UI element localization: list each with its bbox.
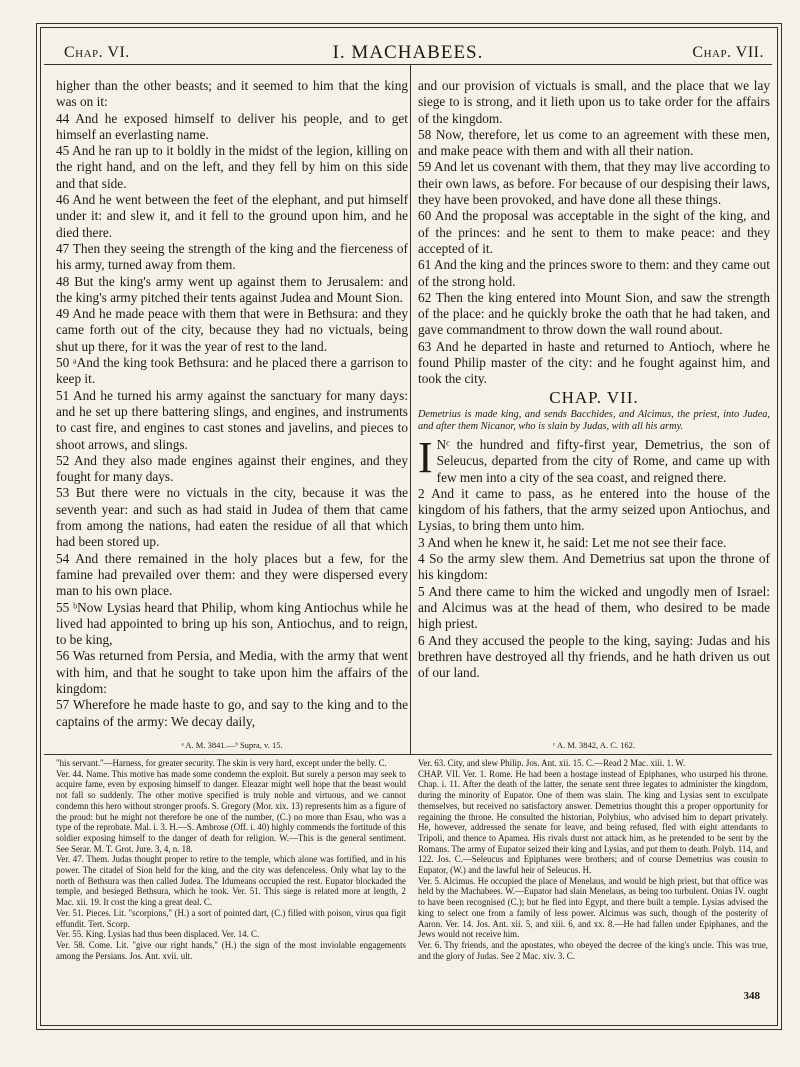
verse: 60 And the proposal was acceptable in the sight of the king, and of the princes: and he sent to them to make peace: and they accepted of it. (418, 208, 770, 256)
commentary-note: CHAP. VII. Ver. 1. Rome. He had been a hostage instead of Epiphanes, who usurped his throne. Chap. i. 11. After the death of the latter, the senate sent three legates to administer the kingdom, during the minority of Eupator. One of them was slain. The king and Lysias sent to exculpate themselves, but received no satisfactory answer. Demetrius thought this a proper opportunity for regaining the throne. He consulted the historian, Polybius, who advised him to depart privately. He, however, addressed the senate for leave, and being refused, fled with eight attendants to Tripoli, and thence to Apamea. His rivals durst not attack him, as he pretended to be sent by the Romans. The army of Eupator seized their king and Lysias, and put them to death. Polyb. 114, and 122. Jos. C.—Seleucus and Epiphanes were brothers; and of course Demetrius was cousin to Eupator, (W.) and the lawful heir of Seleucus. H. (418, 768, 768, 876)
page-number: 348 (743, 990, 760, 1002)
verse: 2 And it came to pass, as he entered into the house of the kingdom of his fathers, that the army seized upon Antiochus, and Lysias, to bring them unto him. (418, 485, 770, 534)
verse: 4 So the army slew them. And Demetrius sat upon the throne of his kingdom: (418, 551, 770, 583)
verse: 49 And he made peace with them that were in Bethsura: and they came forth out of the city, because they had no victuals, being shut up there, for it was the year of rest to the land. (56, 306, 408, 354)
verse: 6 And they accused the people to the king, saying: Judas and his brethren have destroyed all thy friends, and he hath driven us out of our land. (418, 632, 770, 681)
commentary-divider (44, 754, 772, 755)
verse: 52 And they also made engines against their engines, and they fought for many days. (56, 452, 408, 485)
footnote-left: ᵃ A. M. 3841.—ᵇ Supra, v. 15. (181, 740, 283, 750)
verse: 47 Then they seeing the strength of the king and the fierceness of his army, turned away from them. (56, 240, 408, 273)
commentary-note: Ver. 51. Pieces. Lit. "scorpions," (H.) a sort of pointed dart, (C.) filled with poison, virus qua figit effundit. Tert. Scorp. (56, 907, 406, 929)
commentary-left (56, 758, 406, 961)
footnote-right: ᶜ A. M. 3842, A. C. 162. (553, 740, 635, 750)
commentary-note: Ver. 5. Alcimus. He occupied the place of Menelaus, and would be high priest, but that office was held by the Machabees. W.—Eupator had slain Menelaus, as being too turbulent. Onias IV. ought to have been recognised (C.); but he fled into Egypt, and there built a temple. Lysias advised the king to select one from a family of less power. Alcimus was such, though of the posterity of Aaron. Ver. 14. Jos. Ant. xii. 5, and xiii. 6, and xx. 8.—He had fallen under Epiphanes, and the Jews would not receive him. (418, 875, 768, 940)
column-divider (410, 64, 411, 754)
commentary-note: Ver. 58. Come. Lit. "give our right hands," (H.) the sign of the most inviolable engagements among the Persians. Jos. Ant. xvii. ult. (56, 939, 406, 961)
verse: and our provision of victuals is small, and the place that we lay siege to is strong, and it lieth upon us to take order for the affairs of the kingdom. (418, 78, 770, 126)
header-left: Chap. VI. (64, 44, 130, 61)
verse: 53 But there were no victuals in the city, because it was the seventh year: and such as had staid in Judea of them that came from among the nations, had eaten the residue of all that which had been stored up. (56, 485, 408, 550)
left-column (56, 78, 408, 730)
verse: 46 And he went between the feet of the elephant, and put himself under it: and slew it, and it fell to the ground upon him, and he died there. (56, 192, 408, 240)
page-header (44, 30, 772, 65)
commentary-note: Ver. 6. Thy friends, and the apostates, who obeyed the decree of the king's uncle. This was true, and the glory of Judas. See 2 Mac. xiv. 3. C. (418, 939, 768, 961)
verse: 63 And he departed in haste and returned to Antioch, where he found Philip master of the city: and he fought against him, and took the city. (418, 338, 770, 387)
right-column (418, 78, 770, 681)
verse: 54 And there remained in the holy places but a few, for the famine had prevailed over them: and they were dispersed every man to his own place. (56, 550, 408, 599)
verse: 56 Was returned from Persia, and Media, with the army that went with him, and that he sought to take upon him the affairs of the kingdom: (56, 648, 408, 696)
verse: 57 Wherefore he made haste to go, and say to the king and to the captains of the army: We decay daily, (56, 697, 408, 729)
first-verse-text: Nᶜ the hundred and fifty-first year, Demetrius, the son of Seleucus, departed from the city of Rome, and came up with few men into a city of the sea coast, and reigned there. (436, 436, 770, 485)
header-right: Chap. VII. (692, 44, 764, 61)
commentary-note: Ver. 55. King. Lysias had thus been displaced. Ver. 14. C. (56, 929, 260, 940)
commentary-note: Ver. 47. Them. Judas thought proper to retire to the temple, which alone was fortified, and in his power. The citadel of Sion held for the king, and the city was defenceless. Only what lay to the north of Bethsura was then called Judea. The Idumeans occupied the rest. Eupator blockaded the temple, and besieged Bethsura, which he took. Ver. 51. This siege is related more at length, 2 Mac. xii. 19. It cost the king a great deal. C. (56, 854, 406, 908)
chapter-summary: Demetrius is made king, and sends Bacchides, and Alcimus, the priest, into Judea, and after them Nicanor, who is slain by Judas, with all his army. (418, 408, 770, 433)
verse: 55 ᵇNow Lysias heard that Philip, whom king Antiochus while he lived had appointed to bring up his son, Antiochus, and to reign, to be king, (56, 599, 408, 648)
verse: 62 Then the king entered into Mount Sion, and saw the strength of the place: and he quickly broke the oath that he had taken, and gave commandment to throw down the wall round about. (418, 289, 770, 338)
verse: 5 And there came to him the wicked and ungodly men of Israel: and Alcimus was at the head of them, who desired to be made high priest. (418, 583, 770, 632)
commentary-note: Ver. 63. City, and slew Philip. Jos. Ant. xii. 15. C.—Read 2 Mac. xiii. 1. W. (418, 758, 686, 768)
verse: 51 And he turned his army against the sanctuary for many days: and he set up there battering slings, and engines, and instruments to cast fire, and engines to cast stones and javelins, and pieces to shoot arrows, and slings. (56, 387, 408, 452)
verse: 3 And when he knew it, he said: Let me not see their face. (418, 534, 727, 550)
verse: 50 ᵃAnd the king took Bethsura: and he placed there a garrison to keep it. (56, 355, 408, 387)
commentary-note: "his servant."—Harness, for greater security. The skin is very hard, except under the belly. C. (56, 758, 387, 768)
commentary-right (418, 758, 768, 961)
verse: 44 And he exposed himself to deliver his people, and to get himself an everlasting name. (56, 110, 408, 142)
verse: higher than the other beasts; and it seemed to him that the king was on it: (56, 78, 408, 110)
first-verse (418, 432, 770, 486)
drop-cap: I (418, 432, 433, 482)
header-title: I. MACHABEES. (332, 42, 484, 63)
verse: 58 Now, therefore, let us come to an agreement with these men, and make peace with them and with all their nation. (418, 126, 770, 159)
verse: 61 And the king and the princes swore to them: and they came out of the strong hold. (418, 257, 770, 289)
chapter-heading: CHAP. VII. (549, 387, 639, 407)
commentary-note: Ver. 44. Name. This motive has made some condemn the exploit. But surely a person may seek to acquire fame, even by exposing himself to danger. Eleazar might well hope that the beast would not fall so suddenly. The other motive specified is truly noble and virtuous, and we cannot condemn this hero without stronger proofs. S. Gregory (Mor. xix. 13) represents him as a figure of the proud: but he might not therefore be one of the number, (C.) no more than Esau, who was a type of the reprobate. Mal. i. 3. H.—S. Ambrose (Off. i. 40) highly commends the fortitude of this soldier exposing himself to the danger of death for religion. W.—This is the general sentiment. See Serar. M. T. Grot. Jure. 3, 4, n. 18. (56, 768, 406, 854)
verse: 48 But the king's army went up against them to Jerusalem: and the king's army pitched their tents against Judea and Mount Sion. (56, 273, 408, 305)
verse: 45 And he ran up to it boldly in the midst of the legion, killing on the right hand, and on the left, and they fell by him on this side and that side. (56, 143, 408, 191)
verse: 59 And let us covenant with them, that they may live according to their own laws, as before. For because of our despising their laws, they have been provoked, and have done all these things. (418, 159, 770, 208)
